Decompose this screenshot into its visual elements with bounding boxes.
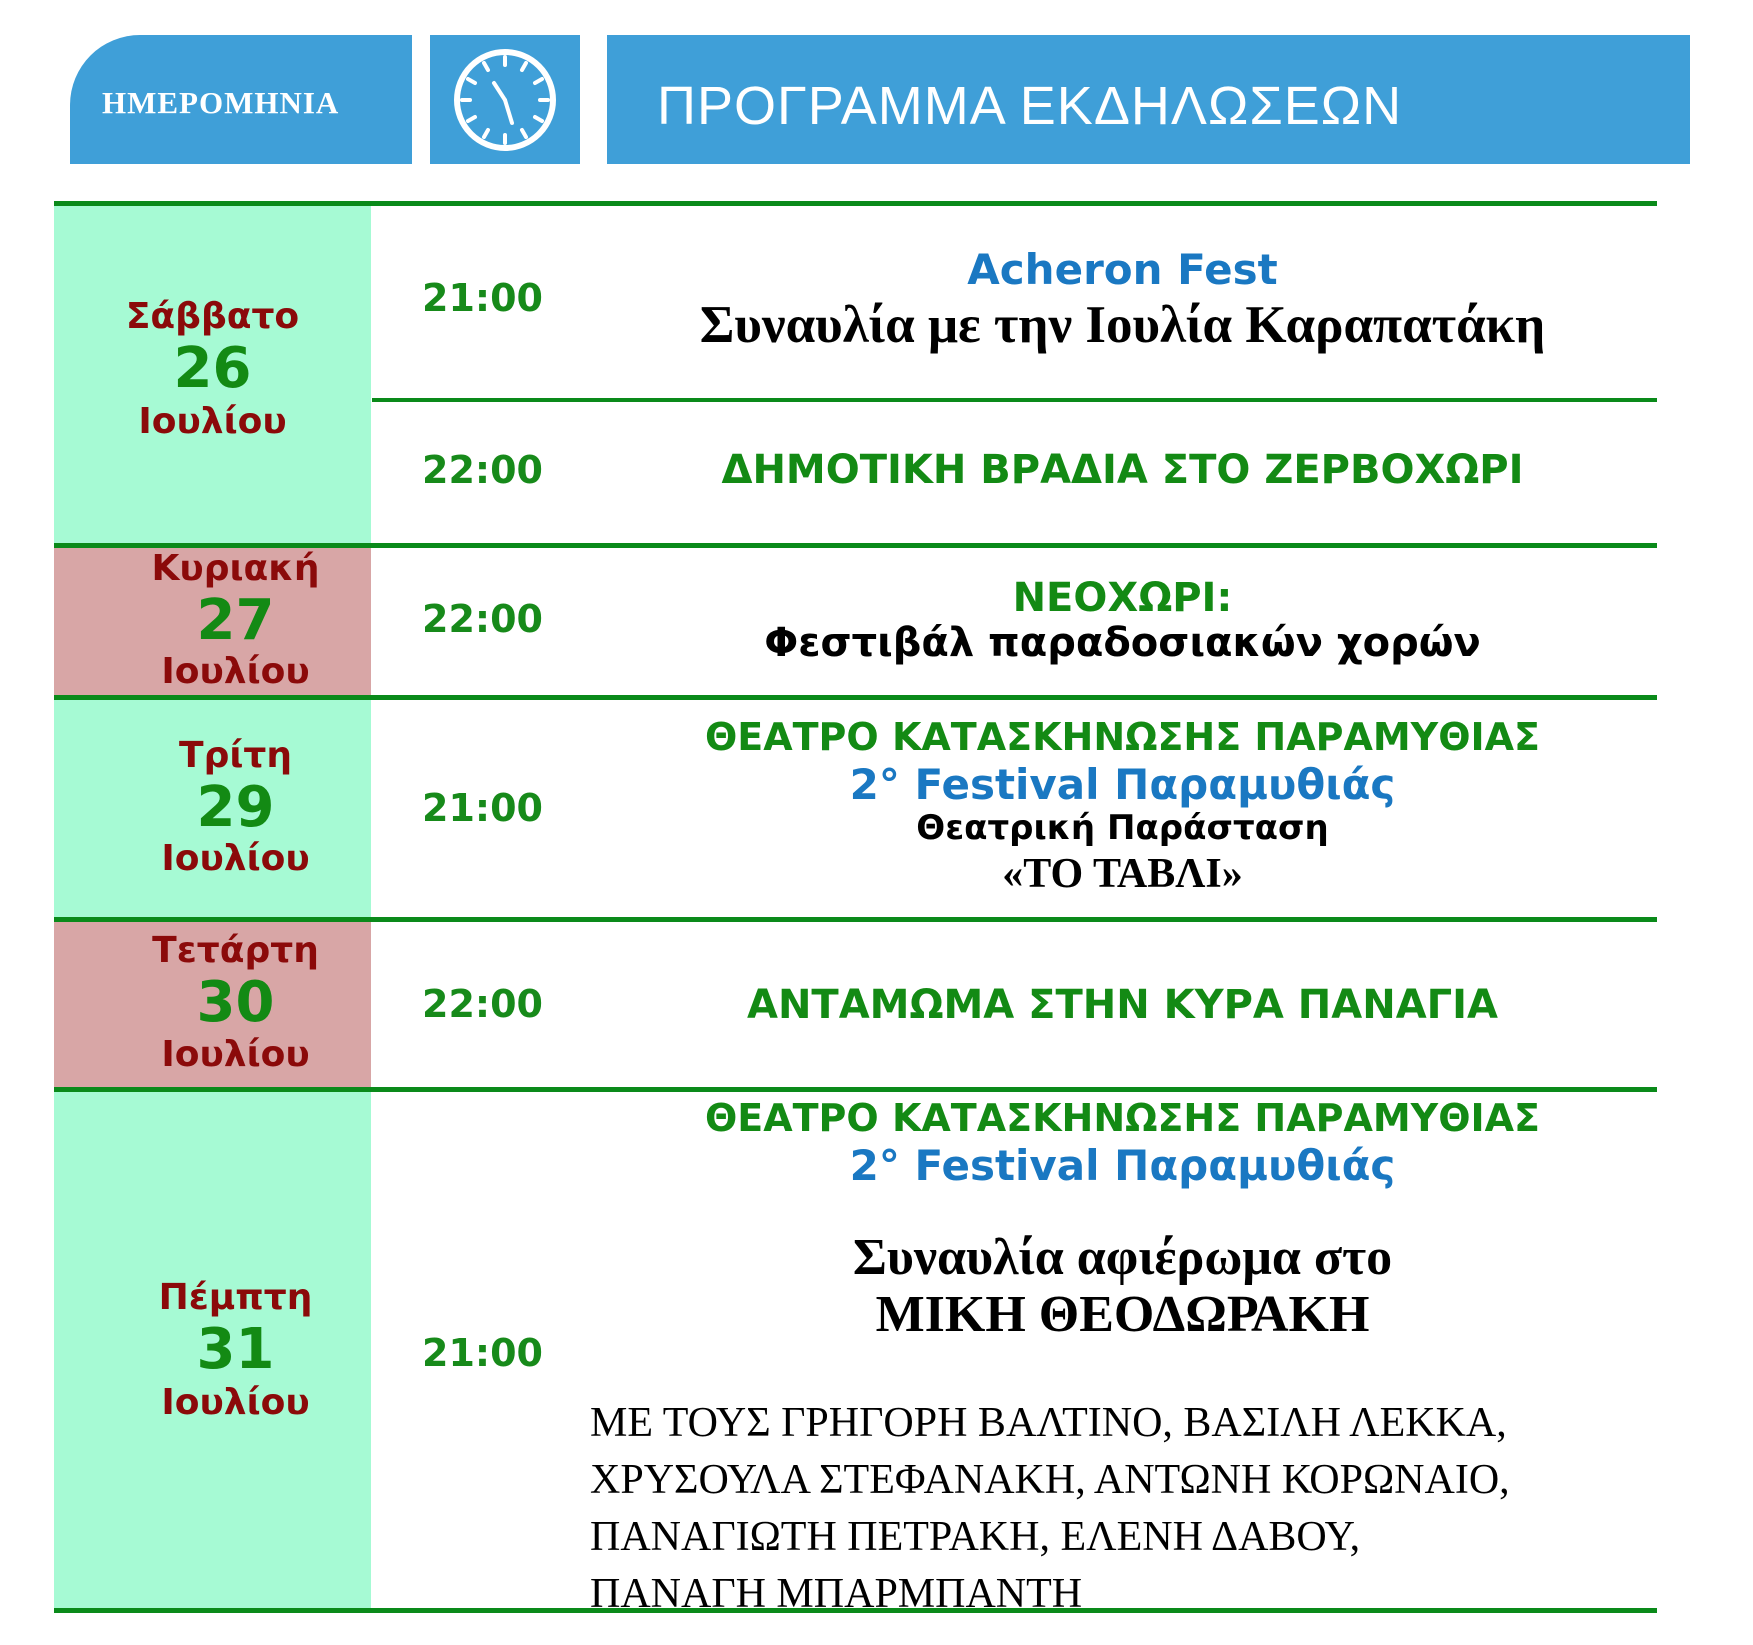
artists-list bbox=[590, 1395, 1690, 1623]
event-time: 21:00 bbox=[422, 786, 543, 830]
artists-line: ΧΡΥΣΟΥΛΑ ΣΤΕΦΑΝΑΚΗ, ΑΝΤΩΝΗ ΚΟΡΩΝΑΙΟ, bbox=[590, 1457, 1510, 1503]
day-number: 29 bbox=[196, 775, 275, 840]
event-title-line1: Συναυλία αφιέρωμα στο bbox=[852, 1229, 1393, 1286]
day-number: 31 bbox=[196, 1317, 275, 1382]
event-title: Acheron Fest bbox=[967, 245, 1278, 294]
header-date-box bbox=[70, 35, 412, 164]
divider bbox=[54, 917, 1657, 922]
divider bbox=[372, 398, 1657, 402]
divider bbox=[54, 543, 1657, 548]
day-number: 30 bbox=[196, 970, 275, 1035]
event-subtitle: Συναυλία με την Ιουλία Καραπατάκη bbox=[699, 296, 1546, 354]
divider bbox=[54, 201, 1657, 206]
day-number: 27 bbox=[196, 588, 275, 653]
day-cell-1 bbox=[54, 206, 371, 544]
day-month: Ιουλίου bbox=[161, 651, 310, 692]
event-festival: 2° Festival Παραμυθιάς bbox=[849, 1141, 1396, 1190]
event-time: 21:00 bbox=[422, 1331, 543, 1375]
event-title: «ΤΟ ΤΑΒΛΙ» bbox=[1002, 851, 1243, 897]
header-date-label: ΗΜΕΡΟΜΗΝΙΑ bbox=[102, 85, 340, 120]
day-name: Τρίτη bbox=[179, 735, 292, 776]
event-time: 22:00 bbox=[422, 597, 543, 641]
event-venue: ΘΕΑΤΡΟ ΚΑΤΑΣΚΗΝΩΣΗΣ ΠΑΡΑΜΥΘΙΑΣ bbox=[704, 715, 1541, 759]
header-clock-box bbox=[430, 35, 580, 164]
clock-icon bbox=[450, 45, 560, 155]
header-title-box bbox=[607, 35, 1690, 164]
day-number: 26 bbox=[173, 336, 252, 401]
artists-line: ΜΕ ΤΟΥΣ ΓΡΗΓΟΡΗ ΒΑΛΤΙΝΟ, ΒΑΣΙΛΗ ΛΕΚΚΑ, bbox=[590, 1400, 1507, 1446]
day-month: Ιουλίου bbox=[161, 1034, 310, 1075]
day-cell-2 bbox=[54, 548, 371, 696]
event-venue: ΘΕΑΤΡΟ ΚΑΤΑΣΚΗΝΩΣΗΣ ΠΑΡΑΜΥΘΙΑΣ bbox=[704, 1096, 1541, 1140]
divider bbox=[54, 695, 1657, 700]
day-cell-5 bbox=[54, 1092, 371, 1609]
event-title-line2: ΜΙΚΗ ΘΕΟΔΩΡΑΚΗ bbox=[875, 1286, 1370, 1343]
day-month: Ιουλίου bbox=[138, 401, 287, 442]
day-name: Τετάρτη bbox=[152, 930, 319, 971]
artists-line: ΠΑΝΑΓΙΩΤΗ ΠΕΤΡΑΚΗ, ΕΛΕΝΗ ΔΑΒΟΥ, bbox=[590, 1514, 1361, 1560]
day-name: Σάββατο bbox=[125, 296, 300, 337]
event-title: ΑΝΤΑΜΩΜΑ ΣΤΗΝ ΚΥΡΑ ΠΑΝΑΓΙΑ bbox=[746, 982, 1498, 1028]
day-name: Πέμπτη bbox=[158, 1277, 313, 1318]
divider bbox=[54, 1087, 1657, 1092]
artists-line: ΠΑΝΑΓΗ ΜΠΑΡΜΠΑΝΤΗ bbox=[590, 1571, 1083, 1617]
event-subtitle: Φεστιβάλ παραδοσιακών χορών bbox=[764, 620, 1481, 666]
day-month: Ιουλίου bbox=[161, 1382, 310, 1423]
day-cell-4 bbox=[54, 922, 371, 1088]
day-cell-3 bbox=[54, 700, 371, 918]
event-time: 22:00 bbox=[422, 982, 543, 1026]
page-title: ΠΡΟΓΡΑΜΜΑ ΕΚΔΗΛΩΣΕΩΝ bbox=[657, 76, 1403, 136]
event-title: ΔΗΜΟΤΙΚΗ ΒΡΑΔΙΑ ΣΤΟ ΖΕΡΒΟΧΩΡΙ bbox=[721, 447, 1524, 493]
event-festival: 2° Festival Παραμυθιάς bbox=[849, 760, 1396, 809]
day-month: Ιουλίου bbox=[161, 838, 310, 879]
event-title: ΝΕΟΧΩΡΙ: bbox=[1012, 575, 1233, 621]
event-time: 21:00 bbox=[422, 276, 543, 320]
day-name: Κυριακή bbox=[151, 548, 320, 589]
event-type: Θεατρική Παράσταση bbox=[916, 808, 1329, 848]
event-time: 22:00 bbox=[422, 448, 543, 492]
